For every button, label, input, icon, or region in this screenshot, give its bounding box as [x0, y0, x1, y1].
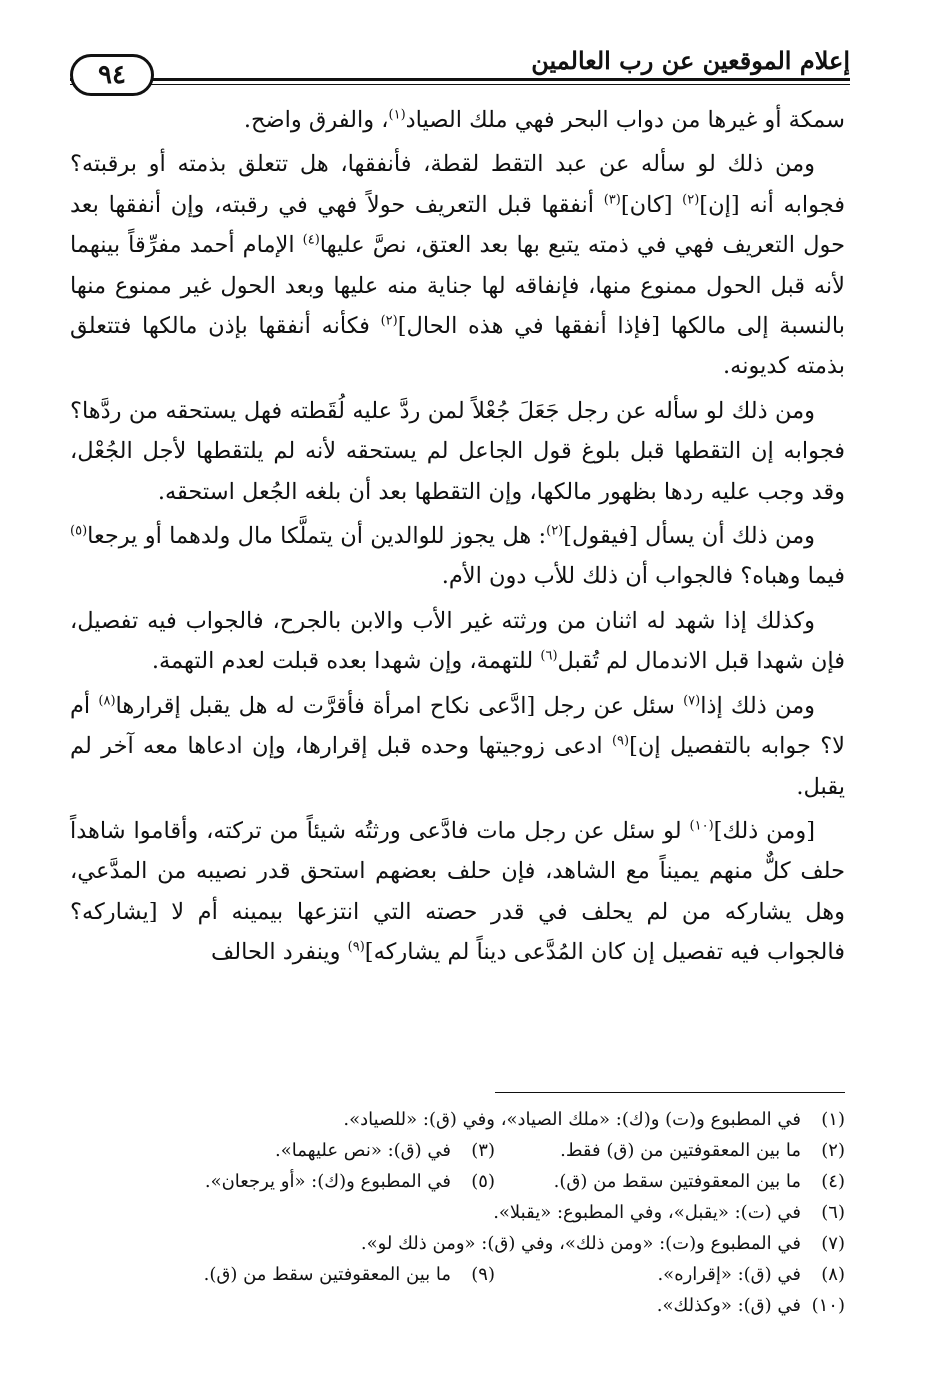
footnote: (١)في المطبوع و(ت) و(ك): «ملك الصياد»، وفي (ق): «للصياد». — [343, 1109, 845, 1130]
paragraph: وكذلك إذا شهد له اثنان من ورثته غير الأب والابن بالجرح، فالجواب فيه تفصيل، فإن شهدا قبل الاندمال لم تُقبل$^{(٦)}$ للتهمة، وإن شهدا بعده قبلت لعدم التهمة. — [70, 607, 845, 675]
footnote-ref[interactable]: (٨) — [98, 693, 116, 709]
paragraph: ومن ذلك إذا$^{(٧)}$ سئل عن رجل [ادَّعى نكاح امرأة فأقرَّت له هل يقبل إقرارها$^{(٨)}$ أم لا؟ جوابه بالتفصيل إن]$^{(٩)}$ ادعى زوجيتها وحده قبل إقرارها، وإن ادعاها معه آخر لم يقبل. — [70, 692, 845, 800]
footnote-separator — [495, 1092, 845, 1093]
footnote: (٨)في (ق): «إقراره». — [657, 1264, 845, 1285]
footnote-ref[interactable]: (٢) — [682, 192, 700, 208]
footnote-ref[interactable]: (٩) — [611, 733, 630, 749]
footnote-ref[interactable]: (٣) — [603, 192, 621, 208]
footnote-ref[interactable]: (٢) — [546, 523, 564, 539]
footnote-ref[interactable]: (١) — [388, 107, 406, 123]
footnote: (١٠)في (ق): «وكذلك». — [656, 1295, 845, 1316]
footnote-row — [70, 1197, 845, 1228]
main-text — [70, 100, 845, 973]
footnote-ref[interactable]: (٧) — [683, 693, 701, 709]
book-title: إعلام الموقعين عن رب العالمين — [531, 46, 850, 75]
footnote: (٤)ما بين المعقوفتين سقط من (ق). — [553, 1171, 845, 1192]
footnote: (٧)في المطبوع و(ت): «ومن ذلك»، وفي (ق): «ومن ذلك لو». — [360, 1233, 845, 1254]
footnote-ref[interactable]: (٢) — [380, 313, 398, 329]
footnote-row — [70, 1135, 845, 1166]
page-number-badge: ٩٤ — [70, 54, 154, 96]
footnote-ref[interactable]: (٤) — [302, 232, 320, 248]
footnote-row — [70, 1259, 845, 1290]
footnote: (٩)ما بين المعقوفتين سقط من (ق). — [203, 1264, 495, 1285]
paragraph: ومن ذلك أن يسأل [فيقول]$^{(٢)}$: هل يجوز للوالدين أن يتملَّكا مال ولدهما أو يرجعا$^{(٥)}$ فيما وهباه؟ فالجواب أن ذلك للأب دون الأم. — [70, 523, 845, 590]
footnote: (٢)ما بين المعقوفتين من (ق) فقط. — [560, 1140, 845, 1161]
footnote: (٦)في (ت): «يقبل»، وفي المطبوع: «يقبلا». — [493, 1202, 845, 1223]
footnotes — [70, 1104, 845, 1321]
footnote-row — [70, 1228, 845, 1259]
paragraph: ومن ذلك لو سأله عن رجل جَعَلَ جُعْلاً لمن ردَّ عليه لُقَطته فهل يستحقه من ردَّها؟ فجوابه إن التقطها قبل بلوغ قول الجاعل لم يستحقه لأنه لم يلتقطها لأجل الجُعْل، وقد وجب عليه ردها بظهور مالكها، وإن التقطها بعد أن بلغه الجُعل استحقه. — [70, 397, 845, 505]
header-rule-thin — [70, 84, 850, 85]
footnote-ref[interactable]: (٦) — [540, 648, 558, 664]
footnote-row — [70, 1166, 845, 1197]
footnote: (٣)في (ق): «نص عليهما». — [275, 1140, 495, 1161]
paragraph: [ومن ذلك]$^{(١٠)}$ لو سئل عن رجل مات فادَّعى ورثتُه شيئاً من تركته، وأقاموا شاهداً حلف كلٌّ منهم يميناً مع الشاهد، فإن حلف بعضهم استحق قدر نصيبه من المدَّعي، وهل يشاركه من لم يحلف في قدر حصته التي انتزعها بيمينه أم لا [يشاركه؟ فالجواب فيه تفصيل إن كان المُدَّعى ديناً لم يشاركه]$^{(٩)}$ وينفرد الحالف — [70, 817, 845, 966]
footnote-ref[interactable]: (٩) — [347, 939, 365, 955]
header-rule — [70, 78, 850, 81]
footnote-ref[interactable]: (٥) — [70, 523, 88, 539]
footnote-ref[interactable]: (١٠) — [689, 818, 714, 834]
paragraph: سمكة أو غيرها من دواب البحر فهي ملك الصياد$^{(١)}$، والفرق واضح. — [243, 107, 845, 133]
footnote-row — [70, 1104, 845, 1135]
paragraph: ومن ذلك لو سأله عن عبد التقط لقطة، فأنفقها، هل تتعلق بذمته أو برقبته؟ فجوابه أنه [إن]$^{(٢)}$ [كان]$^{(٣)}$ أنفقها قبل التعريف حولاً فهي في رقبته، وإن أنفقها بعد حول التعريف فهي في ذمته يتبع بها بعد العتق، نصَّ عليها$^{(٤)}$ الإمام أحمد مفرِّقاً بينهما لأنه قبل الحول ممنوع منها، فإنفاقه لها جناية منه عليها وبعد الحول غير ممنوع منها بالنسبة إلى مالكها [فإذا أنفقها في هذه الحال]$^{(٢)}$ فكأنه أنفقها بإذن مالكها فتتعلق بذمته كديونه. — [70, 151, 845, 380]
footnote: (٥)في المطبوع و(ك): «أو يرجعان». — [204, 1171, 495, 1192]
footnote-row — [70, 1290, 845, 1321]
running-header — [70, 40, 850, 90]
